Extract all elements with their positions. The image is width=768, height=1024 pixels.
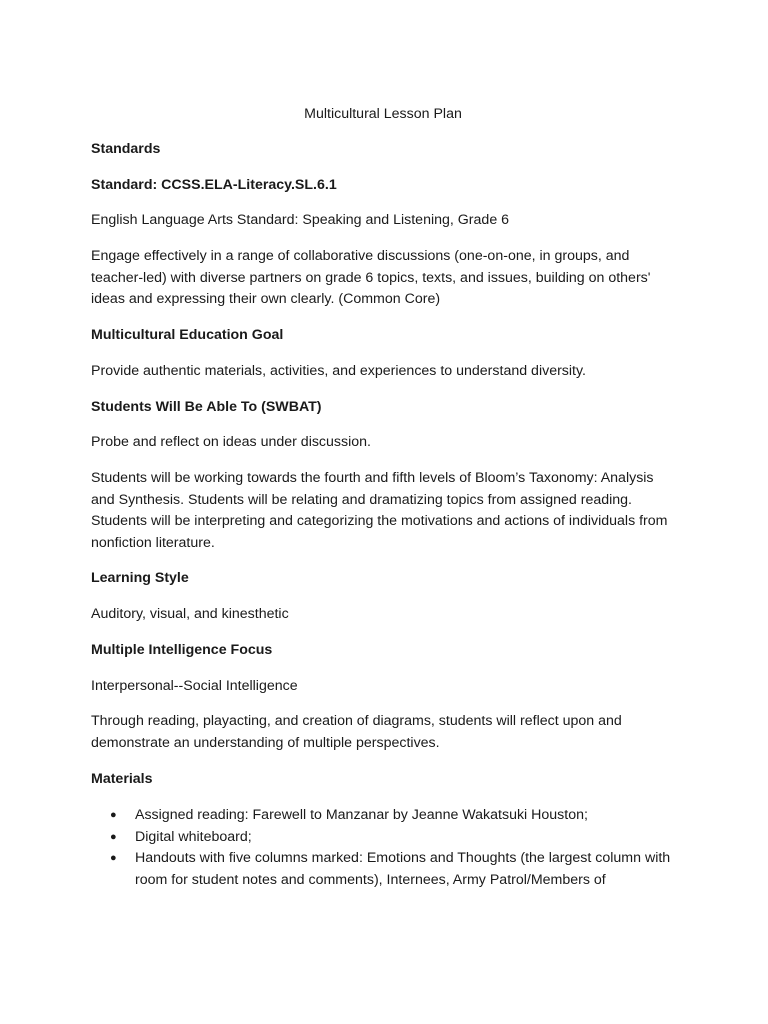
- goal-text: Provide authentic materials, activities, and experiences to understand diversity.: [91, 363, 586, 379]
- learning-style-heading: Learning Style: [91, 570, 189, 586]
- list-item-text: Digital whiteboard;: [135, 828, 252, 845]
- materials-heading: Materials: [91, 771, 153, 787]
- goal-heading: Multicultural Education Goal: [91, 327, 284, 343]
- standard-label: Standard: CCSS.ELA-Literacy.SL.6.1: [91, 177, 337, 193]
- list-item-text: Assigned reading: Farewell to Manzanar by Jeanne Wakatsuki Houston;: [135, 807, 588, 823]
- standard-description: Engage effectively in a range of collaborative discussions (one-on-one, in groups, and teacher-led) with diverse partners on grade 6 topics, texts, and issues, building on others' ideas and expressing their own clearly. (Common Core): [91, 248, 651, 307]
- bullet-icon: ●: [110, 852, 117, 864]
- swbat-heading: Students Will Be Able To (SWBAT): [91, 399, 322, 415]
- multiple-intelligence-detail: Through reading, playacting, and creation of diagrams, students will reflect upon and demonstrate an understanding of multiple perspectives.: [91, 713, 622, 751]
- bullet-icon: ●: [110, 809, 117, 821]
- document-title: Multicultural Lesson Plan: [304, 106, 462, 122]
- materials-list: [91, 805, 681, 891]
- blooms-taxonomy-text: Students will be working towards the fourth and fifth levels of Bloom’s Taxonomy: Analysis and Synthesis. Students will be relating and dramatizing topics from assigned reading. Students will be interpreting and categorizing the motivations and actions of individuals from nonfiction literature.: [91, 470, 668, 551]
- list-item: [91, 848, 681, 891]
- standards-heading: Standards: [91, 141, 161, 157]
- bullet-icon: ●: [110, 830, 117, 843]
- multiple-intelligence-heading: Multiple Intelligence Focus: [91, 642, 273, 658]
- multiple-intelligence-text: Interpersonal--Social Intelligence: [91, 678, 298, 694]
- learning-style-text: Auditory, visual, and kinesthetic: [91, 606, 289, 622]
- standard-name: English Language Arts Standard: Speaking and Listening, Grade 6: [91, 212, 510, 228]
- list-item-text: Handouts with five columns marked: Emotions and Thoughts (the largest column with room for student notes and comments), Internees, Army Patrol/Members of: [135, 850, 671, 888]
- list-item: [91, 827, 681, 849]
- swbat-text: Probe and reflect on ideas under discussion.: [91, 434, 371, 450]
- list-item: [91, 805, 681, 827]
